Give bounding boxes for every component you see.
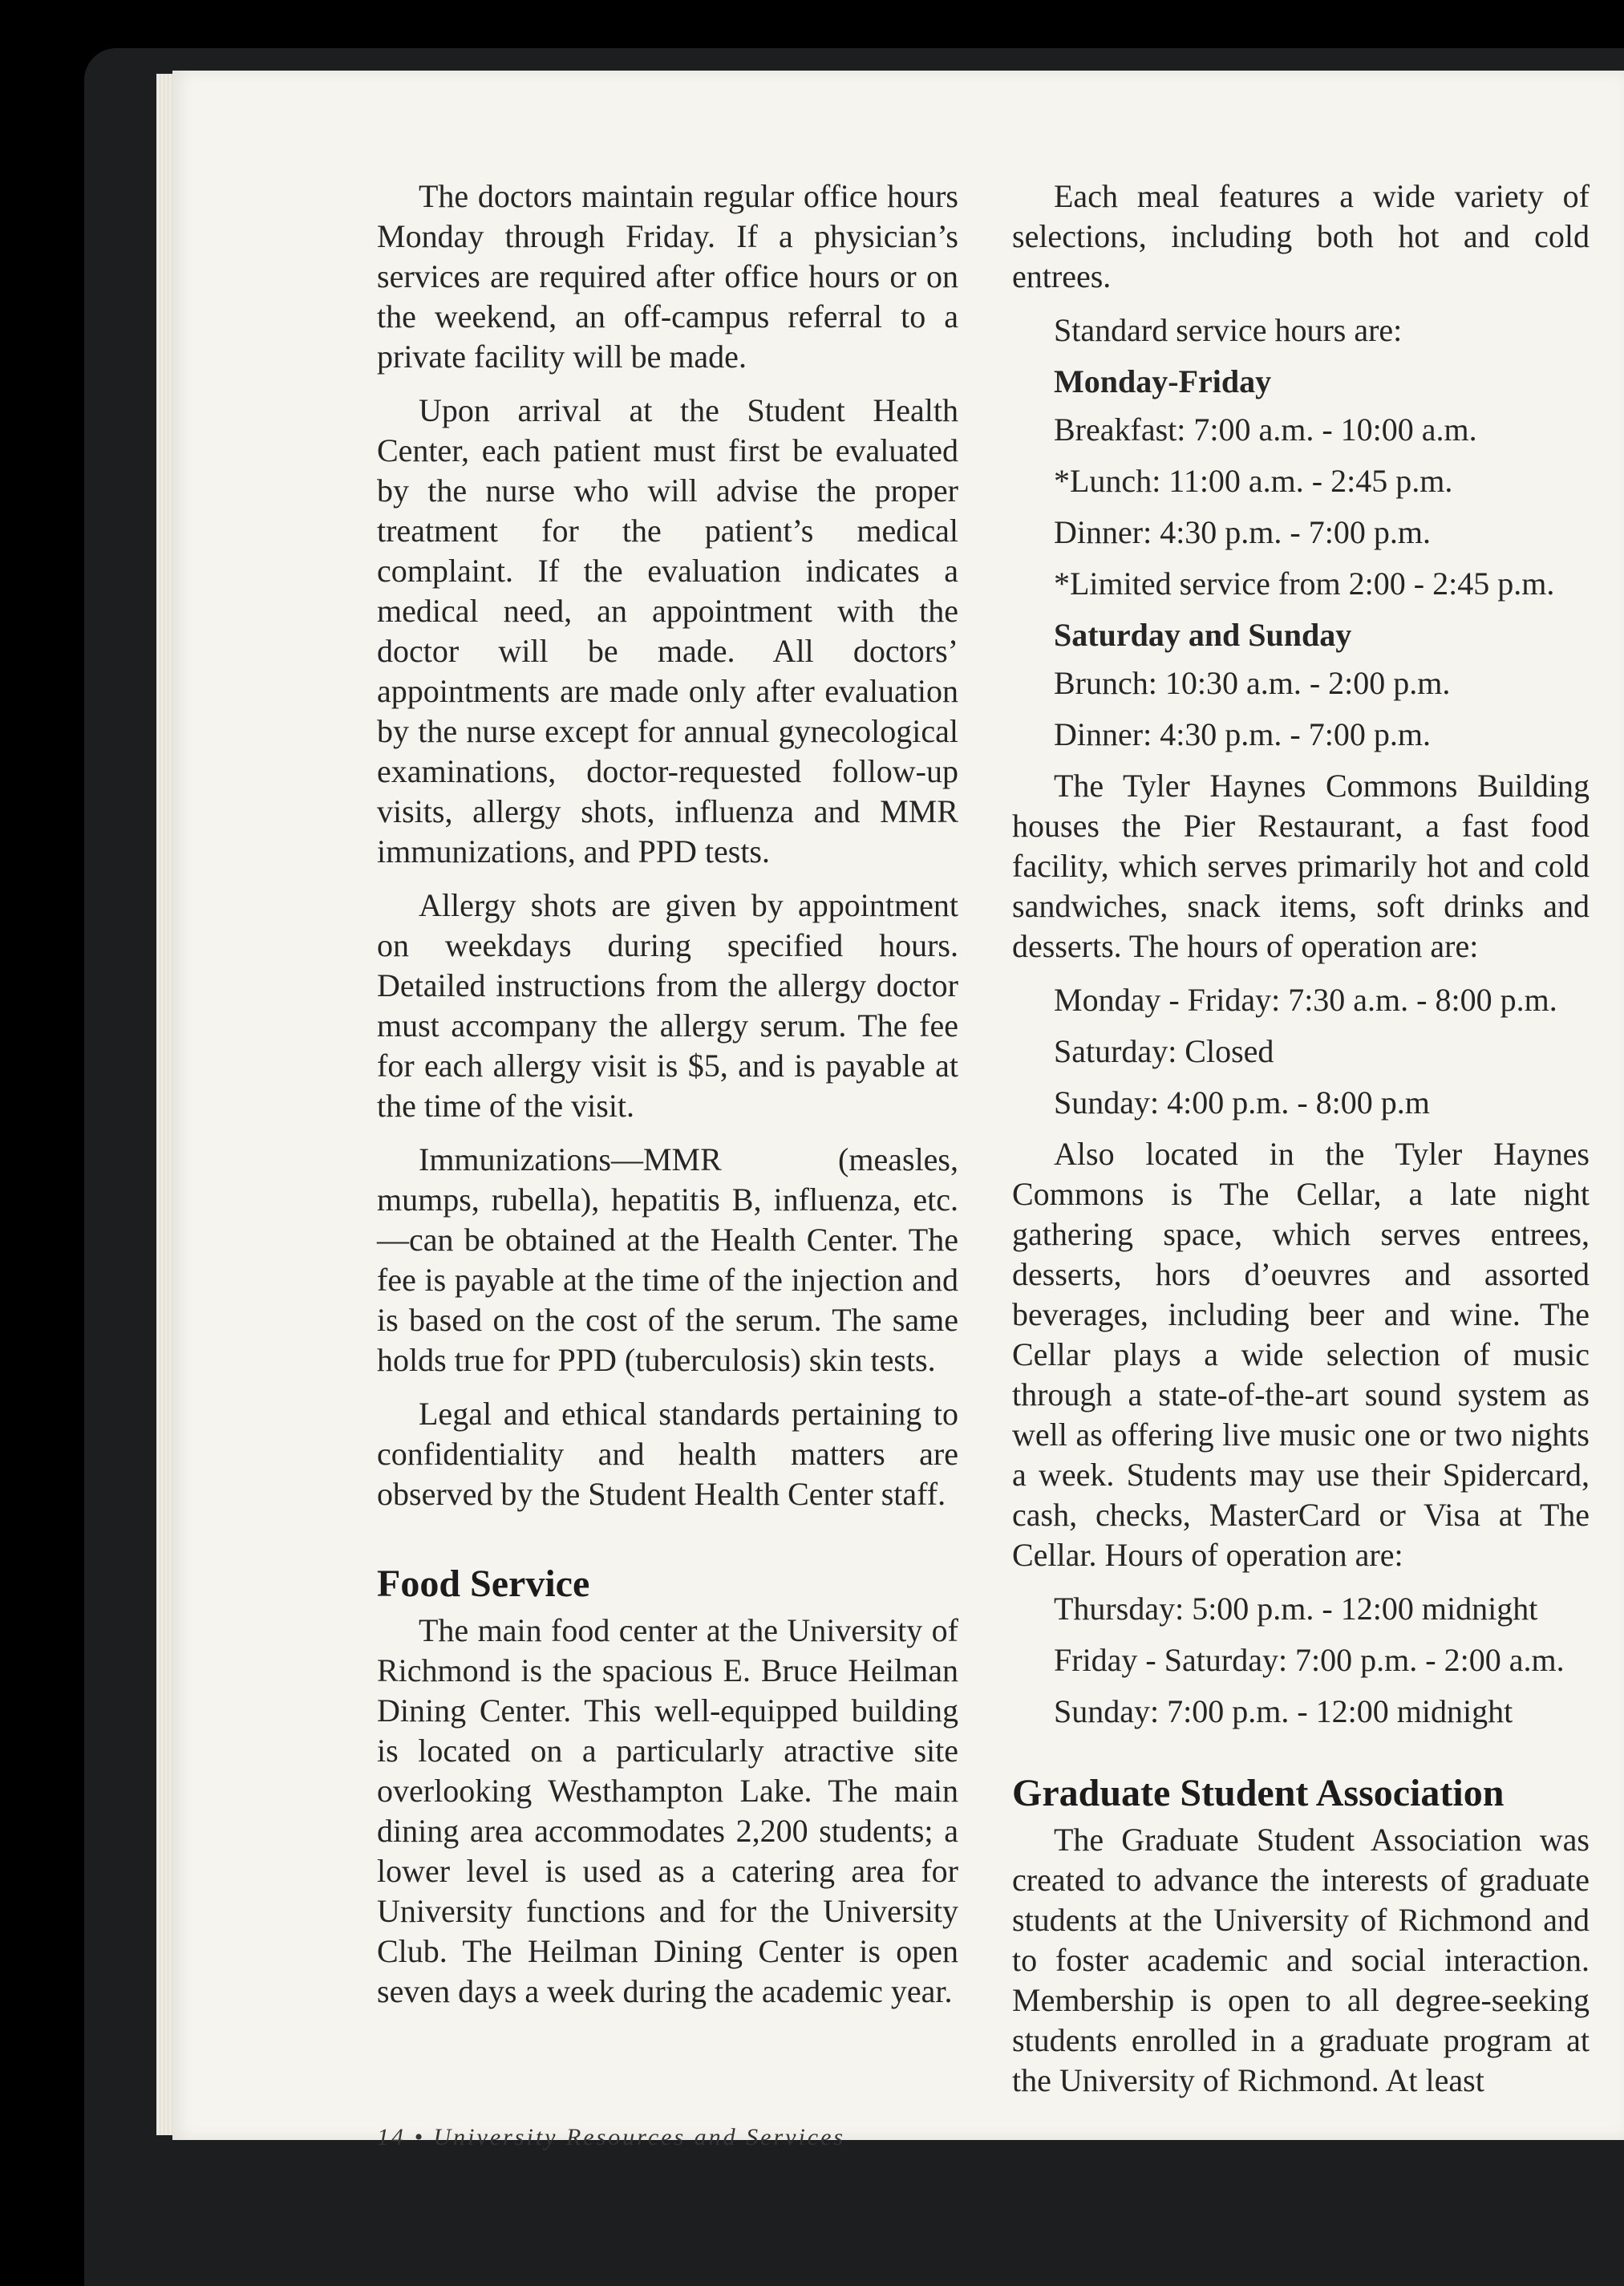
left-column	[377, 176, 958, 2025]
weekend-subheading: Saturday and Sunday	[1054, 617, 1352, 653]
paragraph: Legal and ethical standards pertaining to confidentiality and health matters are observed by the Student Health Center staff.	[377, 1396, 958, 1512]
pier-sunday-hours: Sunday: 4:00 p.m. - 8:00 p.m	[1054, 1084, 1430, 1121]
weekday-subheading: Monday-Friday	[1054, 363, 1272, 399]
right-column	[1012, 176, 1590, 2114]
food-service-heading: Food Service	[377, 1563, 590, 1605]
paragraph: Immunizations—MMR (measles, mumps, rubella), hepatitis B, influenza, etc.—can be obtained at the Health Center. The fee is payable at the time of the injection and is based on the cost of the serum. The same holds true for PPD (tuberculosis) skin tests.	[377, 1141, 958, 1378]
cellar-sunday-hours: Sunday: 7:00 p.m. - 12:00 midnight	[1054, 1693, 1513, 1729]
lunch-hours: *Lunch: 11:00 a.m. - 2:45 p.m.	[1054, 463, 1453, 499]
paragraph: The main food center at the University of Richmond is the spacious E. Bruce Heilman Dining Center. This well-equipped building is located on a particularly atractive site overlooking Westhampton Lake. The main dining area accommodates 2,200 students; a lower level is used as a catering area for University functions and for the University Club. The Heilman Dining Center is open seven days a week during the academic year.	[377, 1612, 958, 2009]
paragraph: Allergy shots are given by appointment on weekdays during specified hours. Detailed instructions from the allergy doctor must accompany the allergy serum. The fee for each allergy visit is $5, and is payable at the time of the visit.	[377, 887, 958, 1124]
pier-weekday-hours: Monday - Friday: 7:30 a.m. - 8:00 p.m.	[1054, 982, 1557, 1018]
cellar-fri-sat-hours: Friday - Saturday: 7:00 p.m. - 2:00 a.m.	[1054, 1642, 1565, 1678]
standard-hours-intro: Standard service hours are:	[1054, 312, 1403, 348]
page-footer: 14 • University Resources and Services	[377, 2124, 846, 2150]
paragraph: The doctors maintain regular office hours Monday through Friday. If a physician’s services are required after office hours or on the weekend, an off-campus referral to a private facility will be made.	[377, 178, 958, 375]
weekend-dinner-hours: Dinner: 4:30 p.m. - 7:00 p.m.	[1054, 716, 1431, 752]
cellar-thursday-hours: Thursday: 5:00 p.m. - 12:00 midnight	[1054, 1591, 1538, 1627]
pier-saturday-hours: Saturday: Closed	[1054, 1033, 1274, 1069]
brunch-hours: Brunch: 10:30 a.m. - 2:00 p.m.	[1054, 665, 1451, 701]
paragraph: Each meal features a wide variety of selections, including both hot and cold entrees.	[1012, 178, 1590, 294]
breakfast-hours: Breakfast: 7:00 a.m. - 10:00 a.m.	[1054, 411, 1477, 448]
dinner-hours: Dinner: 4:30 p.m. - 7:00 p.m.	[1054, 514, 1431, 550]
limited-service-note: *Limited service from 2:00 - 2:45 p.m.	[1054, 565, 1555, 602]
paragraph: The Tyler Haynes Commons Building houses the Pier Restaurant, a fast food facility, which serves primarily hot and cold sandwiches, snack items, soft drinks and desserts. The hours of operation are:	[1012, 768, 1590, 964]
gsa-heading: Graduate Student Association	[1012, 1772, 1505, 1814]
paragraph: Also located in the Tyler Haynes Commons is The Cellar, a late night gathering space, which serves entrees, desserts, hors d’oeuvres and assorted beverages, including beer and wine. The Cellar plays a wide selection of music through a state-of-the-art sound system as well as offering live music one or two nights a week. Students may use their Spidercard, cash, checks, MasterCard or Visa at The Cellar. Hours of operation are:	[1012, 1136, 1590, 1573]
paragraph: Upon arrival at the Student Health Center, each patient must first be evaluated by the nurse who will advise the proper treatment for the patient’s medical complaint. If the evaluation indicates a medical need, an appointment with the doctor will be made. All doctors’ appointments are made only after evaluation by the nurse except for annual gynecological examinations, doctor-requested follow-up visits, allergy shots, influenza and MMR immunizations, and PPD tests.	[377, 392, 958, 869]
paragraph: The Graduate Student Association was created to advance the interests of graduate students at the University of Richmond and to foster academic and social interaction. Membership is open to all degree-seeking students enrolled in a graduate program at the University of Richmond. At least	[1012, 1822, 1590, 2098]
